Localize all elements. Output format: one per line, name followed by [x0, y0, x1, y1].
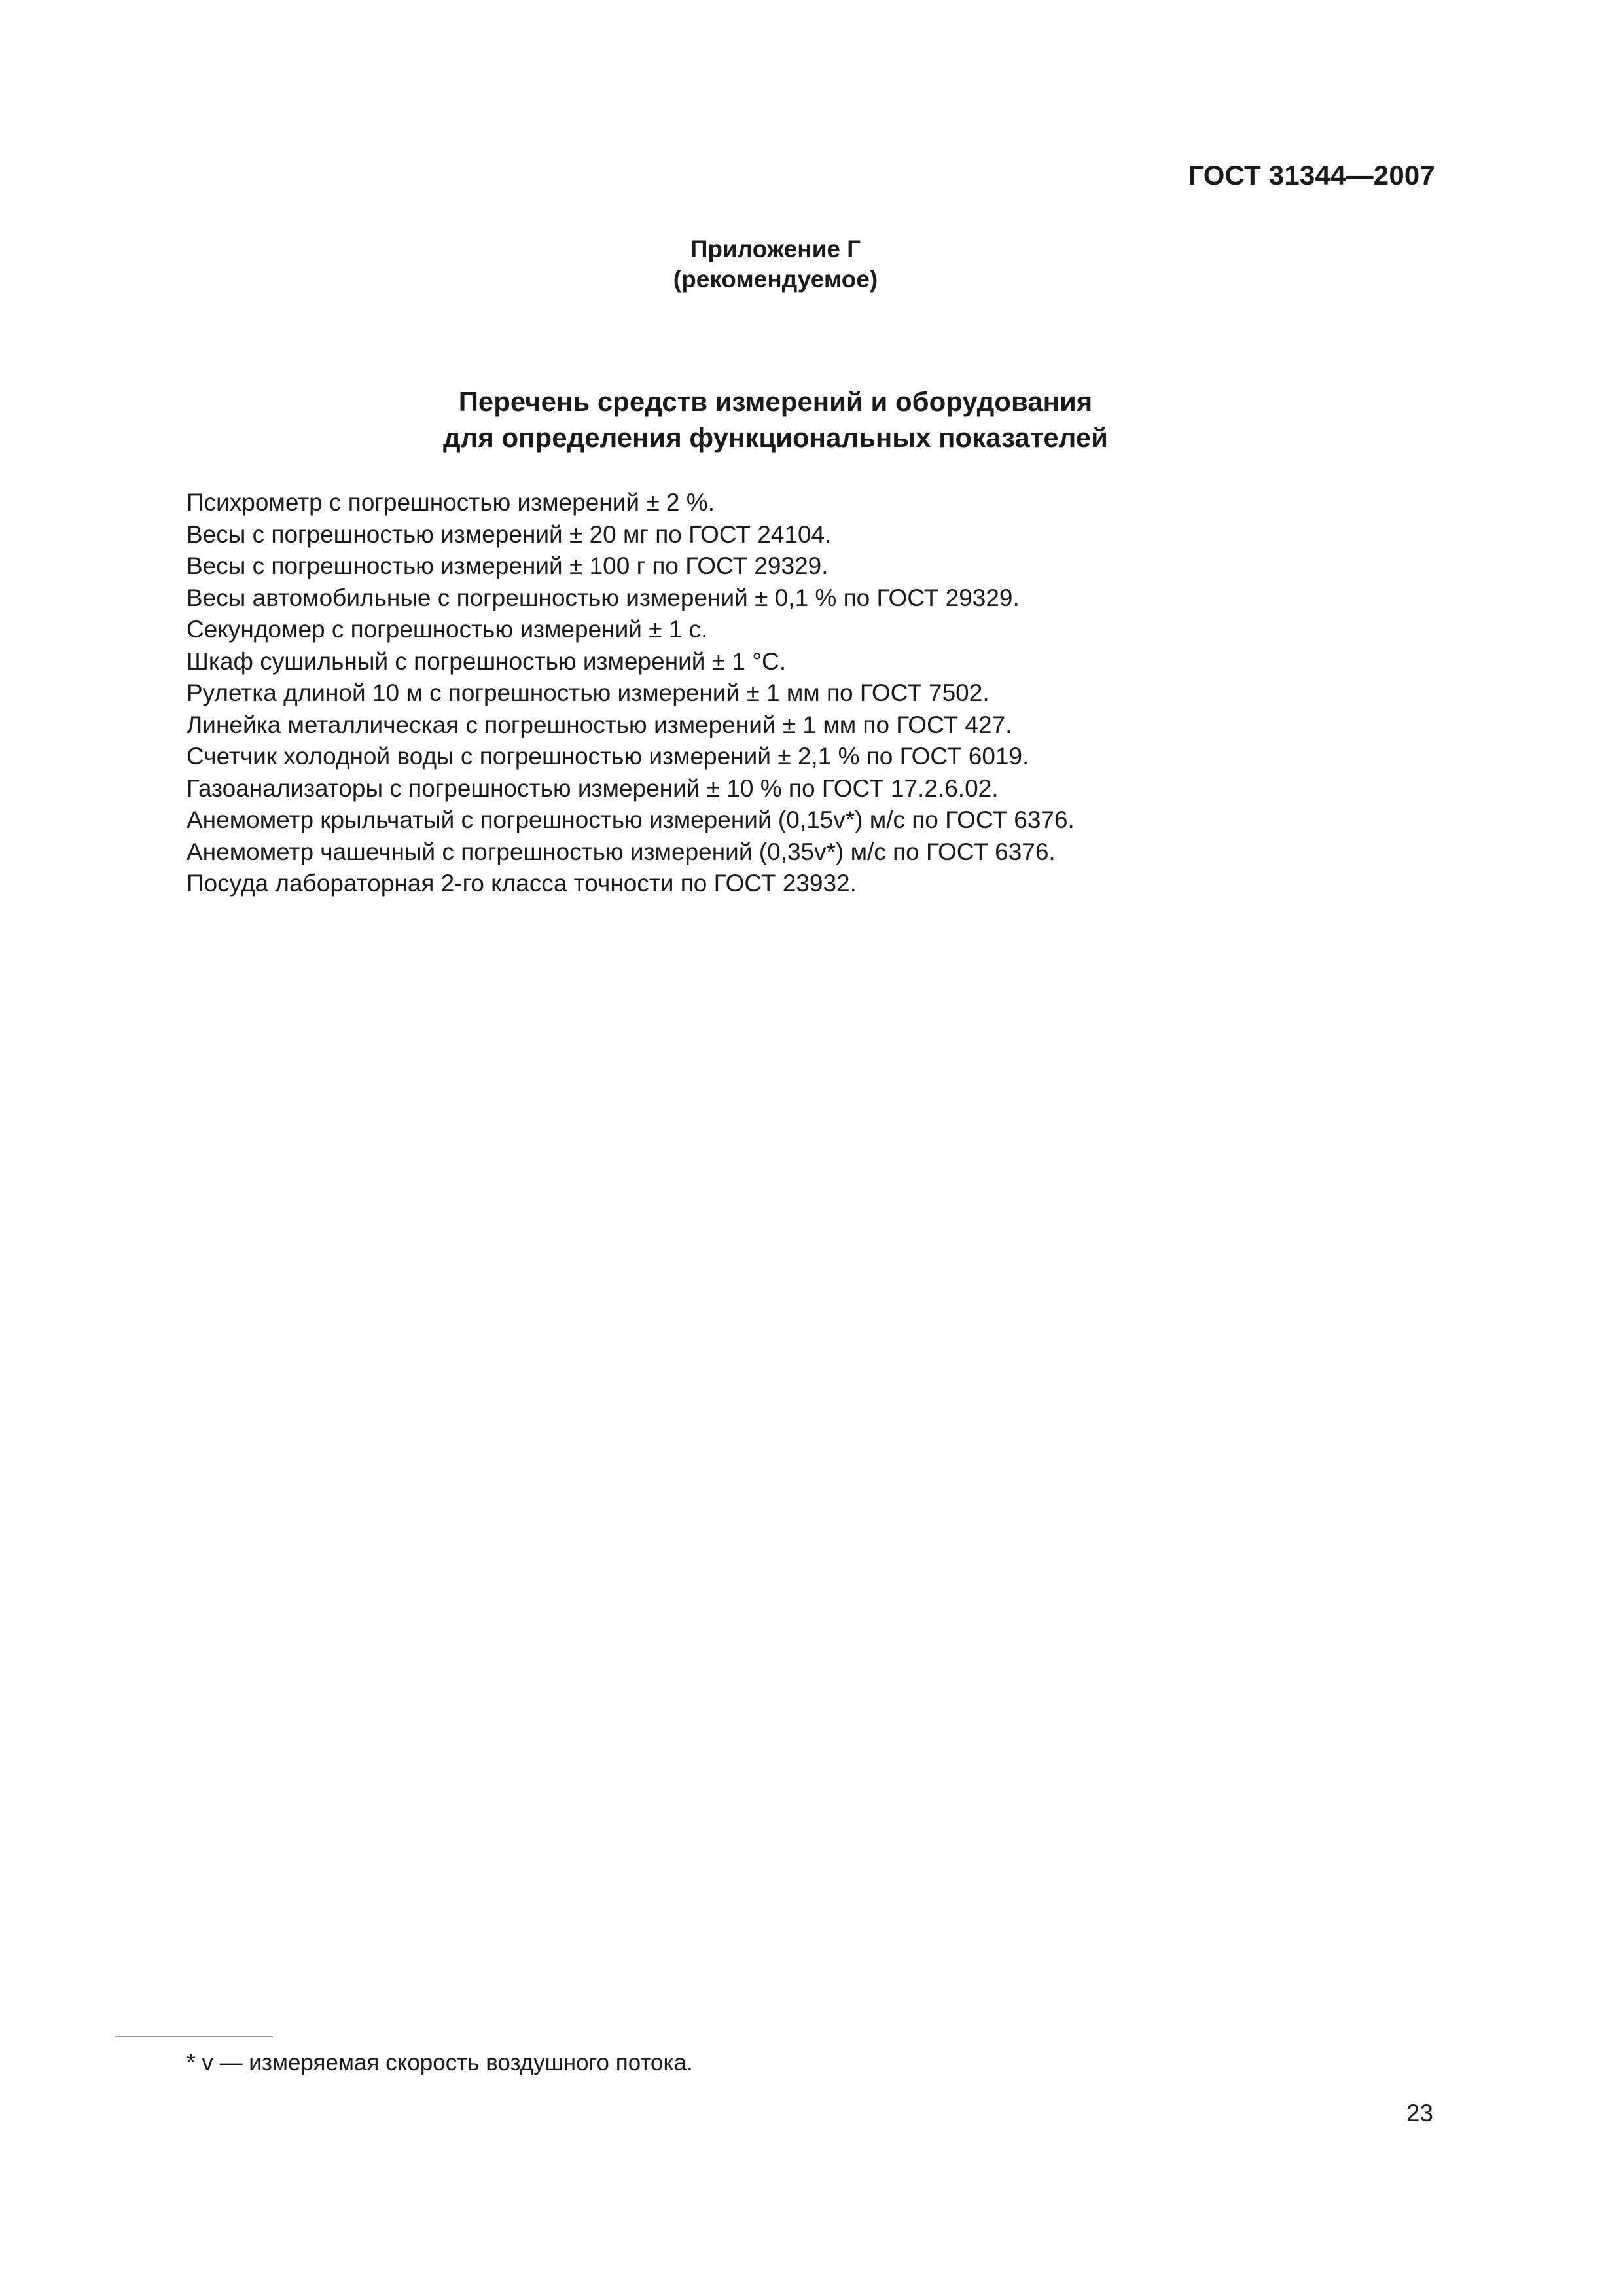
equipment-item: Весы с погрешностью измерений ± 100 г по ГОСТ 29329.	[187, 552, 829, 579]
equipment-item: Весы автомобильные с погрешностью измерений ± 0,1 % по ГОСТ 29329.	[187, 584, 1020, 611]
equipment-item: Шкаф сушильный с погрешностью измерений ± 1 °С.	[187, 647, 786, 675]
equipment-item: Линейка металлическая с погрешностью измерений ± 1 мм по ГОСТ 427.	[187, 711, 1012, 738]
equipment-item: Секундомер с погрешностью измерений ± 1 с.	[187, 616, 708, 643]
equipment-list	[187, 487, 1075, 900]
document-code: ГОСТ 31344—2007	[1188, 160, 1435, 190]
equipment-item: Счетчик холодной воды с погрешностью измерений ± 2,1 % по ГОСТ 6019.	[187, 743, 1029, 770]
equipment-item: Анемометр крыльчатый с погрешностью измерений (0,15v*) м/с по ГОСТ 6376.	[187, 806, 1075, 833]
section-heading-line-2: для определения функциональных показателей	[443, 422, 1108, 453]
footnote: * v — измеряемая скорость воздушного потока.	[187, 2050, 693, 2075]
equipment-item: Анемометр чашечный с погрешностью измерений (0,35v*) м/с по ГОСТ 6376.	[187, 838, 1056, 865]
equipment-item: Психрометр с погрешностью измерений ± 2 %.	[187, 489, 715, 516]
section-heading	[0, 384, 1551, 456]
equipment-item: Рулетка длиной 10 м с погрешностью измерений ± 1 мм по ГОСТ 7502.	[187, 679, 990, 706]
page-number: 23	[1406, 2100, 1433, 2126]
equipment-item: Посуда лабораторная 2-го класса точности по ГОСТ 23932.	[187, 870, 857, 897]
appendix-title: Приложение Г	[690, 236, 861, 262]
equipment-item: Газоанализаторы с погрешностью измерений ± 10 % по ГОСТ 17.2.6.02.	[187, 774, 999, 802]
equipment-item: Весы с погрешностью измерений ± 20 мг по ГОСТ 24104.	[187, 520, 832, 548]
appendix-status: (рекомендуемое)	[673, 266, 878, 293]
footnote-divider	[115, 2036, 273, 2037]
section-heading-line-1: Перечень средств измерений и оборудования	[458, 386, 1093, 417]
